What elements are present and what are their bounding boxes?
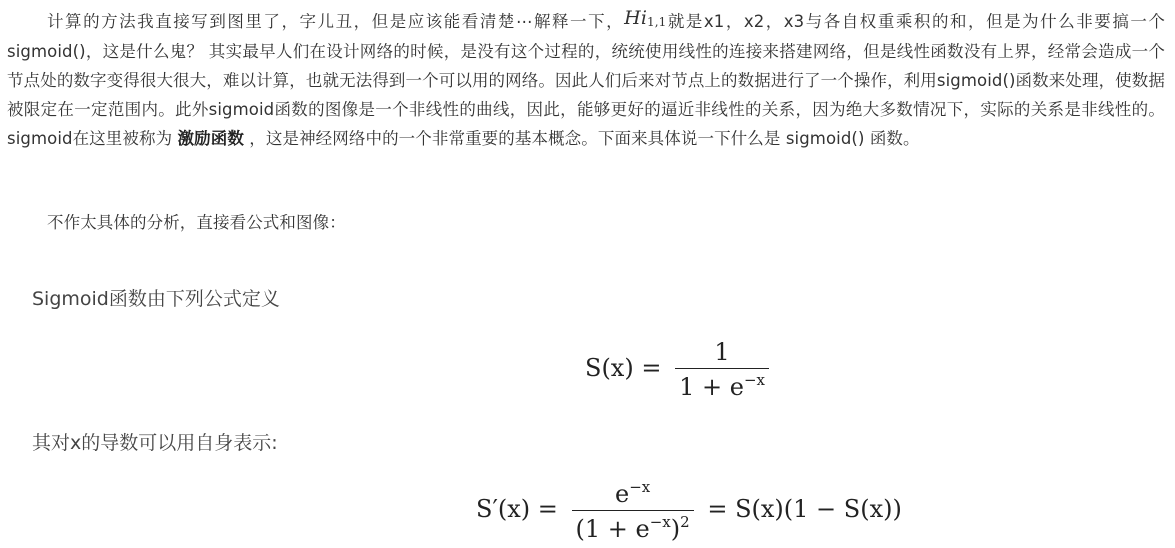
derivative-fraction xyxy=(572,478,694,543)
derivative-den-open: (1 + e xyxy=(575,515,650,543)
sigmoid-numerator: 1 xyxy=(714,338,730,366)
sigmoid-definition-caption: Sigmoid函数由下列公式定义 xyxy=(32,288,280,310)
derivative-den-power: 2 xyxy=(680,513,690,531)
sigmoid-formula xyxy=(585,338,775,401)
sigmoid-denominator xyxy=(675,368,769,401)
derivative-denominator xyxy=(572,510,694,543)
bold-term-activation-function: 激励函数 xyxy=(177,129,244,148)
derivative-numerator xyxy=(572,478,694,510)
derivative-den-close: ) xyxy=(670,515,681,543)
derivative-caption: 其对x的导数可以用自身表示: xyxy=(32,432,278,454)
derivative-formula xyxy=(476,478,902,543)
sigmoid-den-exponent: −x xyxy=(743,371,765,389)
derivative-formula-rhs: = S(x)(1 − S(x)) xyxy=(707,495,902,523)
hi-symbol: Hi xyxy=(624,7,648,29)
derivative-formula-lhs: S′(x) = xyxy=(476,495,558,523)
intro-paragraph: 不作太具体的分析，直接看公式和图像： xyxy=(47,213,346,232)
hi-variable xyxy=(624,7,666,29)
paragraph-text-middle: 就是x1，x2，x3与各自权重乘积的和，但是为什么非要搞一个 sigmoid()，这是什么鬼？ 其实最早人们在设计网络的时候，是没有这个过程的，统统使用线性的连接来搭建网络，但是线性函数没有上界，经常会造成一个节点处的数字变得很大很大，难以计算，也就无法得到一个可以用的网络。因此人们后来对节点上的数据进行了一个操作，利用sigmoid()函数来处理，使数据被限定在一定范围内。此外sigmoid函数的图像是一个非线性的曲线，因此，能够更好的逼近非线性的关系，因为绝大多数情况下，实际的关系是非线性的。sigmoid在这里被称为 xyxy=(7,12,1165,148)
paragraph-text-start: 计算的方法我直接写到图里了，字儿丑，但是应该能看清楚⋯解释一下， xyxy=(47,12,625,31)
hi-subscript: 1,1 xyxy=(647,15,667,29)
sigmoid-formula-lhs: S(x) = xyxy=(585,354,662,382)
derivative-num-base: e xyxy=(614,480,630,508)
sigmoid-fraction xyxy=(675,338,769,401)
explanation-paragraph xyxy=(7,4,1165,153)
derivative-num-exponent: −x xyxy=(629,478,651,496)
sigmoid-den-base: 1 + e xyxy=(679,373,744,401)
derivative-den-exponent: −x xyxy=(649,513,671,531)
paragraph-text-end: ，这是神经网络中的一个非常重要的基本概念。下面来具体说一下什么是 sigmoid() 函数。 xyxy=(243,129,920,148)
